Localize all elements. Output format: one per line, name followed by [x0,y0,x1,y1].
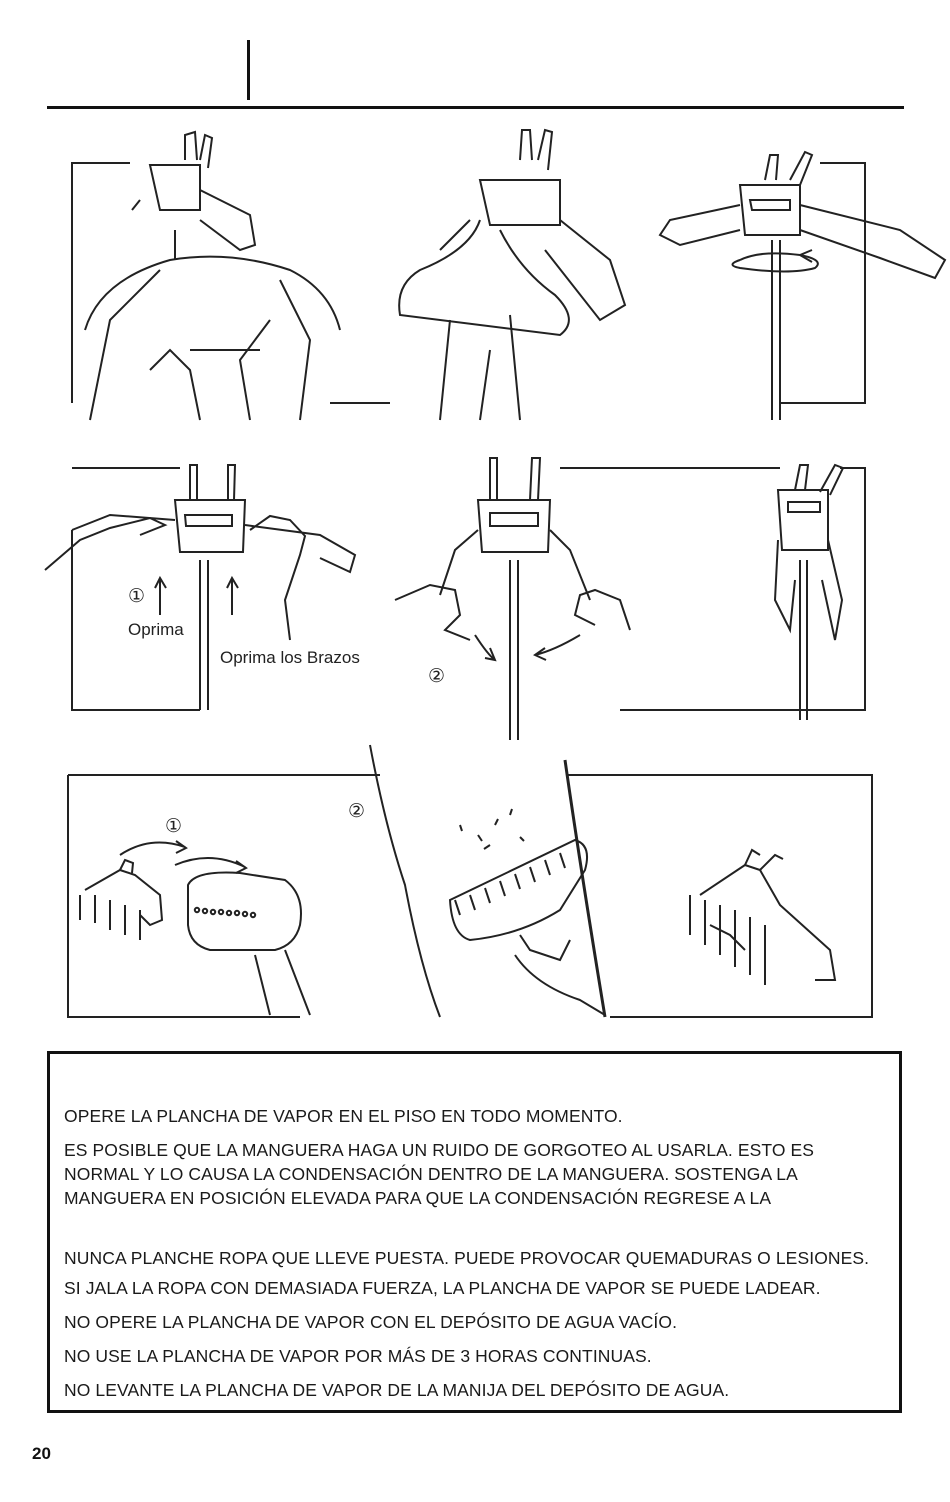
brush-attachment-illustration [80,860,162,940]
warning-line: NO OPERE LA PLANCHA DE VAPOR CON EL DEPÓSITO DE AGUA VACÍO. [64,1312,678,1332]
hanger-with-pants-illustration [399,130,625,420]
warning-line: ES POSIBLE QUE LA MANGUERA HAGA UN RUIDO DE GORGOTEO AL USARLA. ESTO ES NORMAL Y LO CAUSA LA CONDENSACIÓN DENTRO DE LA MANGUERA. SOSTENGA LA MANGUERA EN POSICIÓN ELEVADA PARA QUE LA CONDENSACIÓN REGRESE A LA [64,1140,815,1208]
panel-frame [72,468,865,710]
header-divider-tick [247,40,250,100]
page-number: 20 [32,1444,51,1463]
folding-arms-panel [0,440,950,740]
folded-hanger-rotation-illustration [660,152,945,420]
press-arms-label: Oprima los Brazos [220,648,360,667]
warning-line: SI JALA LA ROPA CON DEMASIADA FUERZA, LA PLANCHA DE VAPOR SE PUEDE LADEAR. [64,1278,821,1298]
header-rule [47,106,904,109]
warning-box [47,1051,902,1413]
brushing-garment-illustration [370,745,605,1017]
warning-line: NO USE LA PLANCHA DE VAPOR POR MÁS DE 3 HORAS CONTINUAS. [64,1346,652,1366]
step-2-marker: ② [428,666,446,687]
hanger-usage-panel [0,120,950,430]
warning-line: NUNCA PLANCHE ROPA QUE LLEVE PUESTA. PUEDE PROVOCAR QUEMADURAS O LESIONES. [64,1248,870,1268]
step-2-marker: ② [348,801,366,822]
hanger-with-jacket-illustration [85,132,340,420]
step-1-marker: ① [165,816,183,837]
fold-down-arms-illustration [395,458,630,740]
press-arms-illustration [45,465,355,710]
warning-line: NO LEVANTE LA PLANCHA DE VAPOR DE LA MANIJA DEL DEPÓSITO DE AGUA. [64,1380,730,1400]
step-1-marker: ① [128,586,146,607]
brush-attachment-panel [0,745,950,1035]
folded-arms-illustration [775,465,843,720]
attached-brush-illustration [690,850,835,985]
panel-frame [72,163,865,403]
steamer-head-illustration [188,873,310,1016]
press-label: Oprima [128,620,184,639]
warning-line: OPERE LA PLANCHA DE VAPOR EN EL PISO EN TODO MOMENTO. [64,1106,623,1126]
attach-arrows [120,841,246,873]
